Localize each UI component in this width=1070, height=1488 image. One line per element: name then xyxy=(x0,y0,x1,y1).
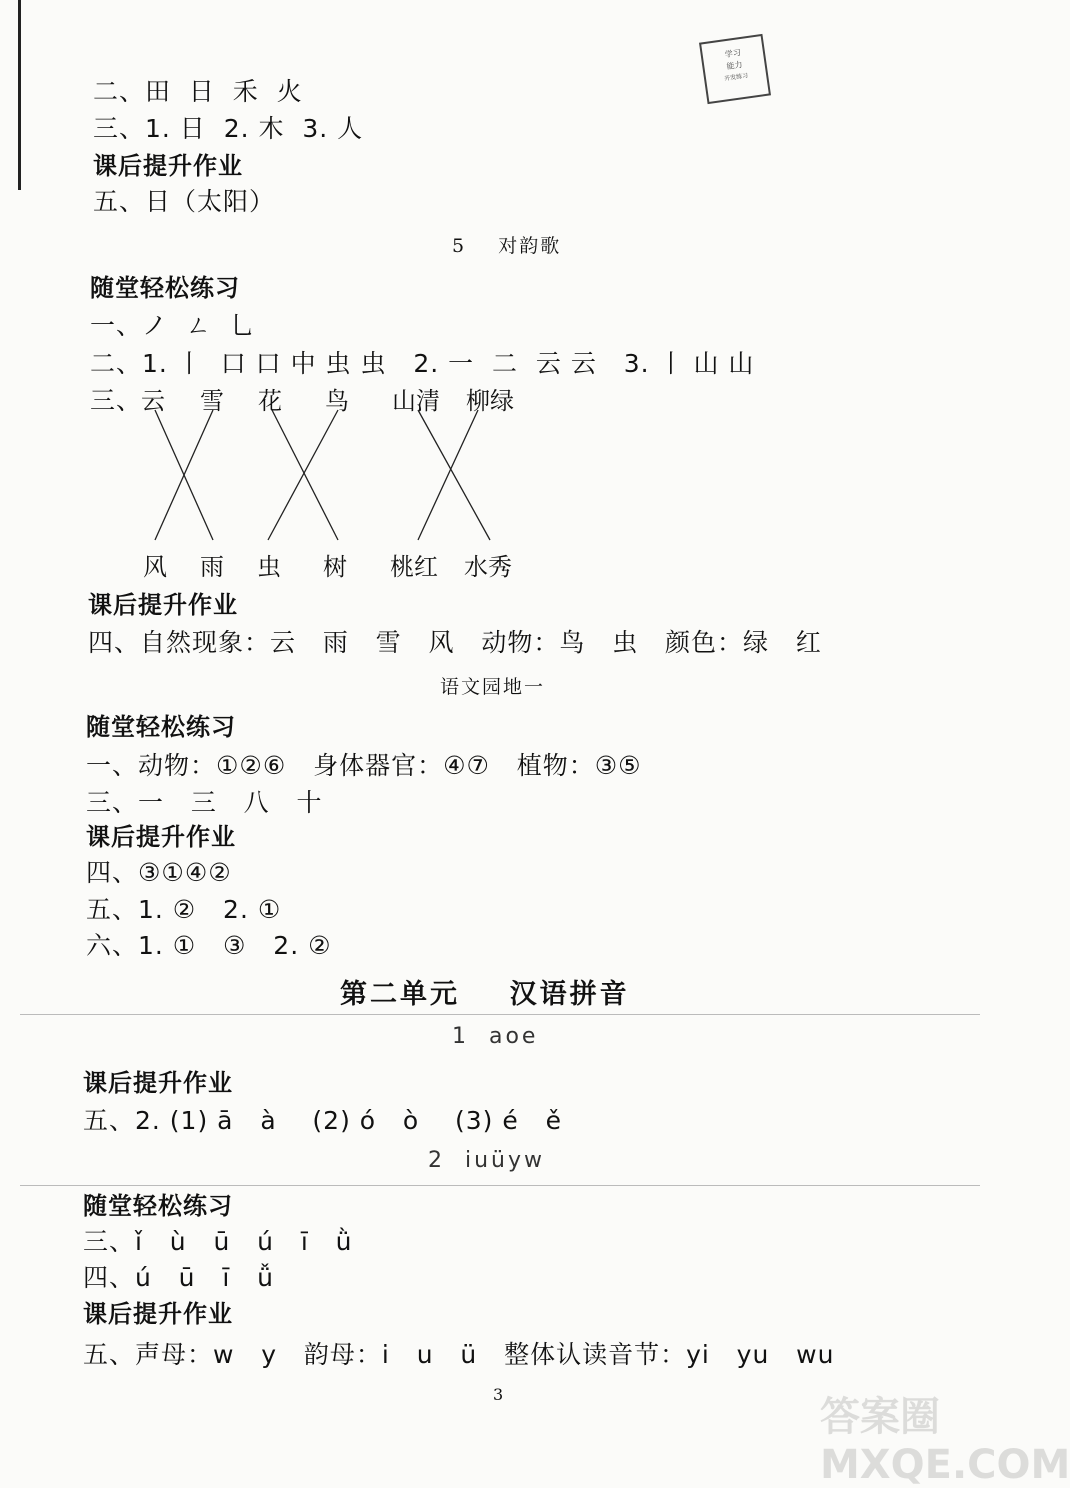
stamp-mark: 学习 能力 开发练习 xyxy=(699,34,771,104)
match-top-word: 山清 xyxy=(392,387,440,415)
match-bottom-word: 水秀 xyxy=(464,553,512,581)
answer-line: 三、 xyxy=(90,386,143,415)
answer-line: 五、日（太阳） xyxy=(93,187,276,216)
answer-line: 四、ú ū ī ǚ xyxy=(83,1263,275,1292)
match-top-word: 鸟 xyxy=(325,387,349,415)
answer-line: 二、1. 丨 口 口 中 虫 虫 2. 一 二 云 云 3. 丨 山 山 xyxy=(90,349,755,378)
lesson-title: 1 aoe xyxy=(452,1024,539,1049)
answer-line: 一、动物：①②⑥ 身体器官：④⑦ 植物：③⑤ xyxy=(86,751,642,780)
match-top-word: 柳绿 xyxy=(466,387,514,415)
section-title: 语文园地一 xyxy=(440,676,546,698)
match-bottom-word: 树 xyxy=(323,553,347,581)
section-heading: 课后提升作业 xyxy=(83,1069,233,1097)
section-heading: 随堂轻松练习 xyxy=(90,274,240,302)
answer-line: 四、③①④② xyxy=(86,858,232,887)
match-line xyxy=(418,410,490,540)
match-bottom-word: 桃红 xyxy=(390,553,438,581)
watermark-logo: 答案圈 MXQE.COM xyxy=(820,1394,1070,1488)
match-top-word: 花 xyxy=(258,387,282,415)
answer-line: 二、田 日 禾 火 xyxy=(93,77,303,106)
unit-title: 第二单元 汉语拼音 xyxy=(340,979,630,1010)
match-bottom-word: 虫 xyxy=(257,553,281,581)
scan-rule xyxy=(20,1014,980,1015)
section-heading: 课后提升作业 xyxy=(83,1300,233,1328)
answer-line: 三、1. 日 2. 木 3. 人 xyxy=(93,114,364,143)
match-bottom-word: 雨 xyxy=(200,553,224,581)
match-top-word: 云 xyxy=(141,387,165,415)
matching-lines xyxy=(0,0,1000,600)
section-heading: 课后提升作业 xyxy=(88,591,238,619)
answer-line: 三、一 三 八 十 xyxy=(86,788,323,817)
answer-line: 一、ノ ㄥ 乚 xyxy=(90,311,256,340)
match-bottom-word: 风 xyxy=(143,553,167,581)
match-top-word: 雪 xyxy=(200,387,224,415)
answer-line: 四、自然现象：云 雨 雪 风 动物：鸟 虫 颜色：绿 红 xyxy=(88,628,822,657)
answer-line: 六、1. ① ③ 2. ② xyxy=(86,931,332,960)
section-heading: 随堂轻松练习 xyxy=(83,1192,233,1220)
answer-line: 五、声母：w y 韵母：i u ü 整体认读音节：yi yu wu xyxy=(83,1340,835,1369)
answer-line: 五、2. (1) ā à (2) ó ò (3) é ě xyxy=(83,1106,562,1135)
match-line xyxy=(418,410,478,540)
lesson-title: 2 iuüyw xyxy=(428,1148,545,1173)
section-heading: 课后提升作业 xyxy=(93,152,243,180)
section-heading: 课后提升作业 xyxy=(86,823,236,851)
answer-line: 五、1. ② 2. ① xyxy=(86,895,282,924)
answer-line: 三、ǐ ù ū ú ī ǜ xyxy=(83,1227,353,1256)
lesson-title: 5 对韵歌 xyxy=(452,235,562,257)
page-number: 3 xyxy=(493,1385,504,1404)
section-heading: 随堂轻松练习 xyxy=(86,713,236,741)
